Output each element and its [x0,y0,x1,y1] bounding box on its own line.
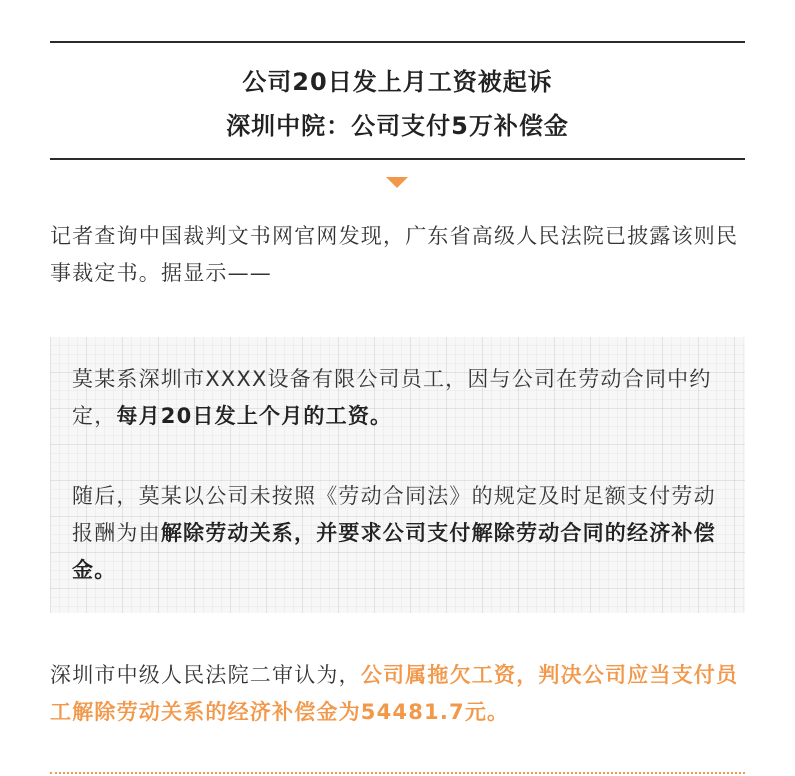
headline-line-2: 深圳中院：公司支付5万补偿金 [226,112,569,140]
intro-paragraph: 记者查询中国裁判文书网官网发现，广东省高级人民法院已披露该则民事裁定书。据显示—— [50,224,739,285]
verdict-paragraph [50,657,750,731]
top-divider [50,41,745,43]
verdict-text: 深圳市中级人民法院二审认为， [50,663,361,687]
bottom-divider [50,158,745,160]
quote-paragraph-2 [72,478,732,589]
quote-2-text: 随后，莫某以公司未按照《劳动合同法》的规定及时足额支付劳动报酬为由 [72,484,716,545]
verdict-highlight: 公司属拖欠工资，判决公司应当支付员工解除劳动关系的经济补偿金为54481.7元。 [50,663,739,724]
quote-2-bold: 解除劳动关系，并要求公司支付解除劳动合同的经济补偿金。 [72,521,716,582]
dotted-divider [50,772,745,774]
quote-paragraph-1 [72,361,732,435]
quote-1-bold: 每月20日发上个月的工资。 [116,404,393,428]
quote-1-text: 莫某系深圳市XXXX设备有限公司员工，因与公司在劳动合同中约定， [72,367,712,428]
down-triangle-icon [386,177,408,188]
quote-box [50,337,745,613]
headline-line-1: 公司20日发上月工资被起诉 [242,68,553,96]
